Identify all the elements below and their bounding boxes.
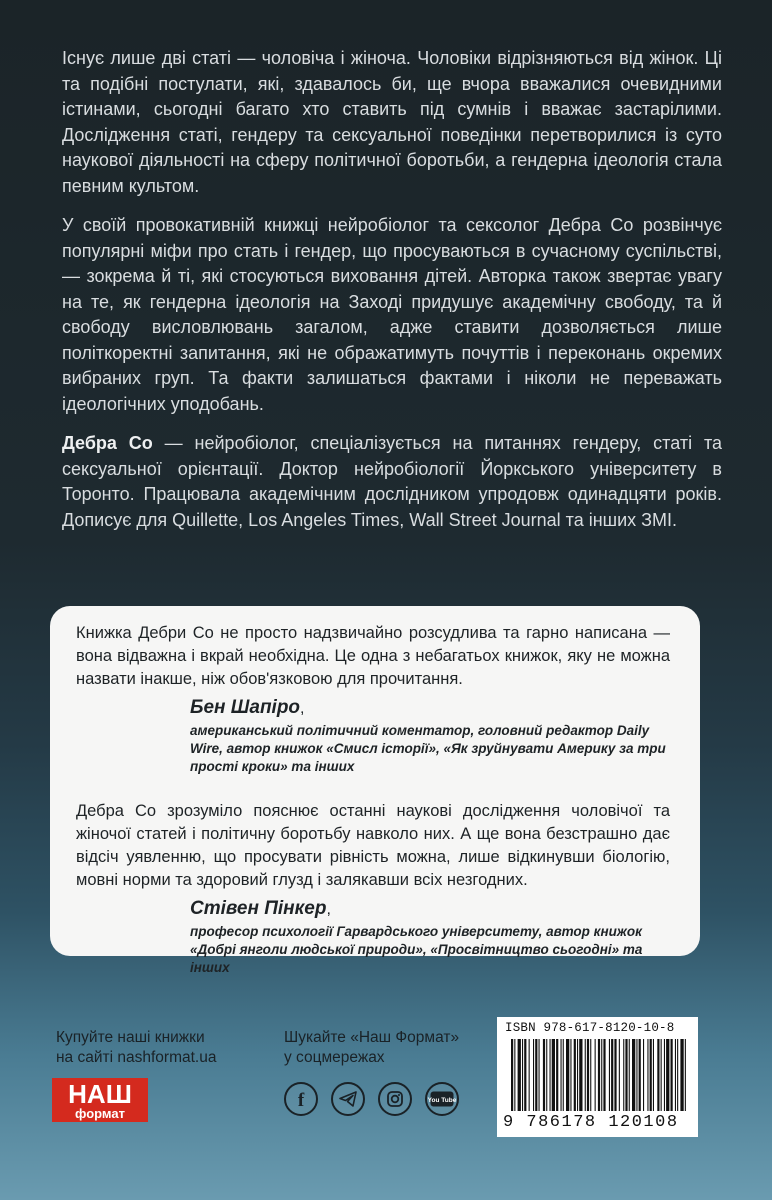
barcode-bar — [514, 1039, 515, 1111]
barcode-bar — [664, 1039, 665, 1111]
description-paragraph-2: У своїй провокативній книжці нейробіолог та сексолог Дебра Со розвінчує популярні міфи про стать і гендер, що просуваються в сучасному суспільстві, — зокрема й ті, які стосуються виховання дітей. Авторка також звертає увагу на те, як гендерна ідеологія на Заході придушує академічну свободу, та й свободу висловлювань загалом, адже ставити дозволяється лише політкоректні запитання, які не ображатимуть почуттів і переконань окремих вибраних груп. Та факти залишаться фактами і ніколи не переважать ідеологічних уподобань. — [62, 215, 722, 414]
author-name: Дебра Со — [62, 433, 153, 453]
barcode-bar — [623, 1039, 624, 1111]
barcode-bar — [657, 1039, 659, 1111]
shop-website-link[interactable]: на сайті nashformat.ua — [56, 1049, 217, 1066]
review-text: Книжка Дебри Со не просто надзвичайно розсудлива та гарно написана — вона відважна і вкрай необхідна. Це одна з небагатьох книжок, яку не можна назвати інакше, ніж обов'язковою для прочитання. — [76, 624, 670, 688]
shop-info — [56, 1028, 216, 1068]
barcode-bar — [566, 1039, 569, 1111]
review-text: Дебра Со зрозуміло пояснює останні наукові дослідження чоловічої та жіночої статей і політичну боротьбу навколо них. А ще вона безстрашно дає відсіч уявленню, що просувати рівність можна, лише відкинувши біологію, мовні норми та здоровий глузд і залякавши всіх незгодних. — [76, 802, 670, 889]
telegram-icon[interactable] — [331, 1082, 365, 1116]
review-1 — [76, 622, 670, 776]
barcode-bar — [671, 1039, 673, 1111]
barcode-bar — [543, 1039, 545, 1111]
barcode-bar — [546, 1039, 547, 1111]
isbn-barcode — [497, 1017, 698, 1137]
barcode-bar — [647, 1039, 648, 1111]
barcode-bar — [666, 1039, 669, 1111]
author-bio — [62, 431, 722, 533]
barcode-bar — [511, 1039, 513, 1111]
barcode-bar — [643, 1039, 644, 1111]
barcode-bar — [629, 1039, 630, 1111]
barcode-bar — [535, 1039, 537, 1111]
social-info — [284, 1028, 459, 1068]
barcode-bar — [563, 1039, 564, 1111]
social-line-2: у соцмережах — [284, 1049, 385, 1066]
barcode-bar — [677, 1039, 678, 1111]
barcode-bar — [561, 1039, 562, 1111]
barcode-bar — [590, 1039, 591, 1111]
logo-top-text: НАШ — [68, 1079, 132, 1109]
barcode-bar — [650, 1039, 652, 1111]
reviewer — [190, 697, 670, 776]
barcode-bar — [570, 1039, 571, 1111]
youtube-icon[interactable] — [425, 1082, 459, 1116]
barcode-bar — [574, 1039, 576, 1111]
barcode-bar — [614, 1039, 616, 1111]
barcode-bar — [601, 1039, 602, 1111]
barcode-bars — [511, 1039, 687, 1111]
barcode-bar — [609, 1039, 610, 1111]
barcode-bar — [632, 1039, 635, 1111]
barcode-bar — [529, 1039, 530, 1111]
social-icons — [284, 1082, 459, 1116]
barcode-bar — [625, 1039, 627, 1111]
barcode-bar — [685, 1039, 686, 1111]
reviewer — [190, 898, 670, 977]
barcode-bar — [524, 1039, 526, 1111]
barcode-bar — [598, 1039, 600, 1111]
reviewer-description: американський політичний коментатор, головний редактор Daily Wire, автор книжок «Смисл історії», «Як зруйнувати Америку за три прості кроки» та інших — [190, 723, 666, 774]
reviewer-description: професор психології Гарвардського університету, автор книжок «Добрі янголи людської природи», «Просвітництво сьогодні» та інших — [190, 924, 643, 975]
isbn-number: ISBN 978-617-8120-10-8 — [505, 1021, 675, 1035]
description-paragraph-1: Існує лише дві статі — чоловіча і жіноча. Чоловіки відрізняються від жінок. Ці та подібні постулати, які, здавалось би, ще вчора вважалися очевидними істинами, сьогодні багато хто ставить під сумнів і вважає застарілими. Дослідження статі, гендеру та сексуальної поведінки перетворилися із суто наукової діяльності на сферу політичної боротьби, а гендерна ідеологія стала певним культом. — [62, 48, 722, 196]
barcode-bar — [595, 1039, 596, 1111]
logo-bottom-text: формат — [75, 1106, 125, 1121]
social-line-1: Шукайте «Наш Формат» — [284, 1029, 460, 1046]
youtube-label: You Tube — [427, 1097, 457, 1104]
barcode-bar — [653, 1039, 654, 1111]
barcode-bar — [518, 1039, 521, 1111]
reviewer-name-comma: , — [326, 901, 331, 918]
barcode-bar — [661, 1039, 662, 1111]
barcode-bar — [639, 1039, 641, 1111]
barcode-bar — [603, 1039, 605, 1111]
book-description — [62, 46, 722, 547]
barcode-bar — [636, 1039, 637, 1111]
barcode-digits: 9 786178 120108 — [503, 1113, 679, 1132]
barcode-bar — [522, 1039, 523, 1111]
svg-text:f: f — [297, 1090, 305, 1111]
barcode-bar — [577, 1039, 578, 1111]
facebook-icon[interactable] — [284, 1082, 318, 1116]
barcode-bar — [619, 1039, 620, 1111]
barcode-bar — [556, 1039, 558, 1111]
barcode-bar — [533, 1039, 534, 1111]
reviewer-name: Бен Шапіро — [190, 697, 301, 718]
barcode-bar — [550, 1039, 551, 1111]
barcode-bar — [611, 1039, 613, 1111]
review-2 — [76, 800, 670, 977]
barcode-bar — [680, 1039, 683, 1111]
publisher-logo — [52, 1078, 148, 1122]
reviewer-name-comma: , — [300, 700, 305, 717]
reviews-panel — [50, 606, 700, 975]
instagram-icon[interactable] — [378, 1082, 412, 1116]
barcode-bar — [539, 1039, 540, 1111]
author-bio-text: — нейробіолог, спеціалізується на питаннях гендеру, статі та сексуальної орієнтації. Доктор нейробіології Йоркського університету в Торонто. Працювала академічним дослідником упродовж одинадцяти років. Дописує для Quillette, Los Angeles Times, Wall Street Journal та інших ЗМІ. — [62, 433, 722, 530]
barcode-bar — [585, 1039, 586, 1111]
barcode-bar — [587, 1039, 589, 1111]
reviewer-name: Стівен Пінкер — [190, 898, 327, 919]
shop-line-1: Купуйте наші книжки — [56, 1029, 205, 1046]
barcode-bar — [675, 1039, 676, 1111]
barcode-bar — [552, 1039, 555, 1111]
barcode-bar — [579, 1039, 582, 1111]
